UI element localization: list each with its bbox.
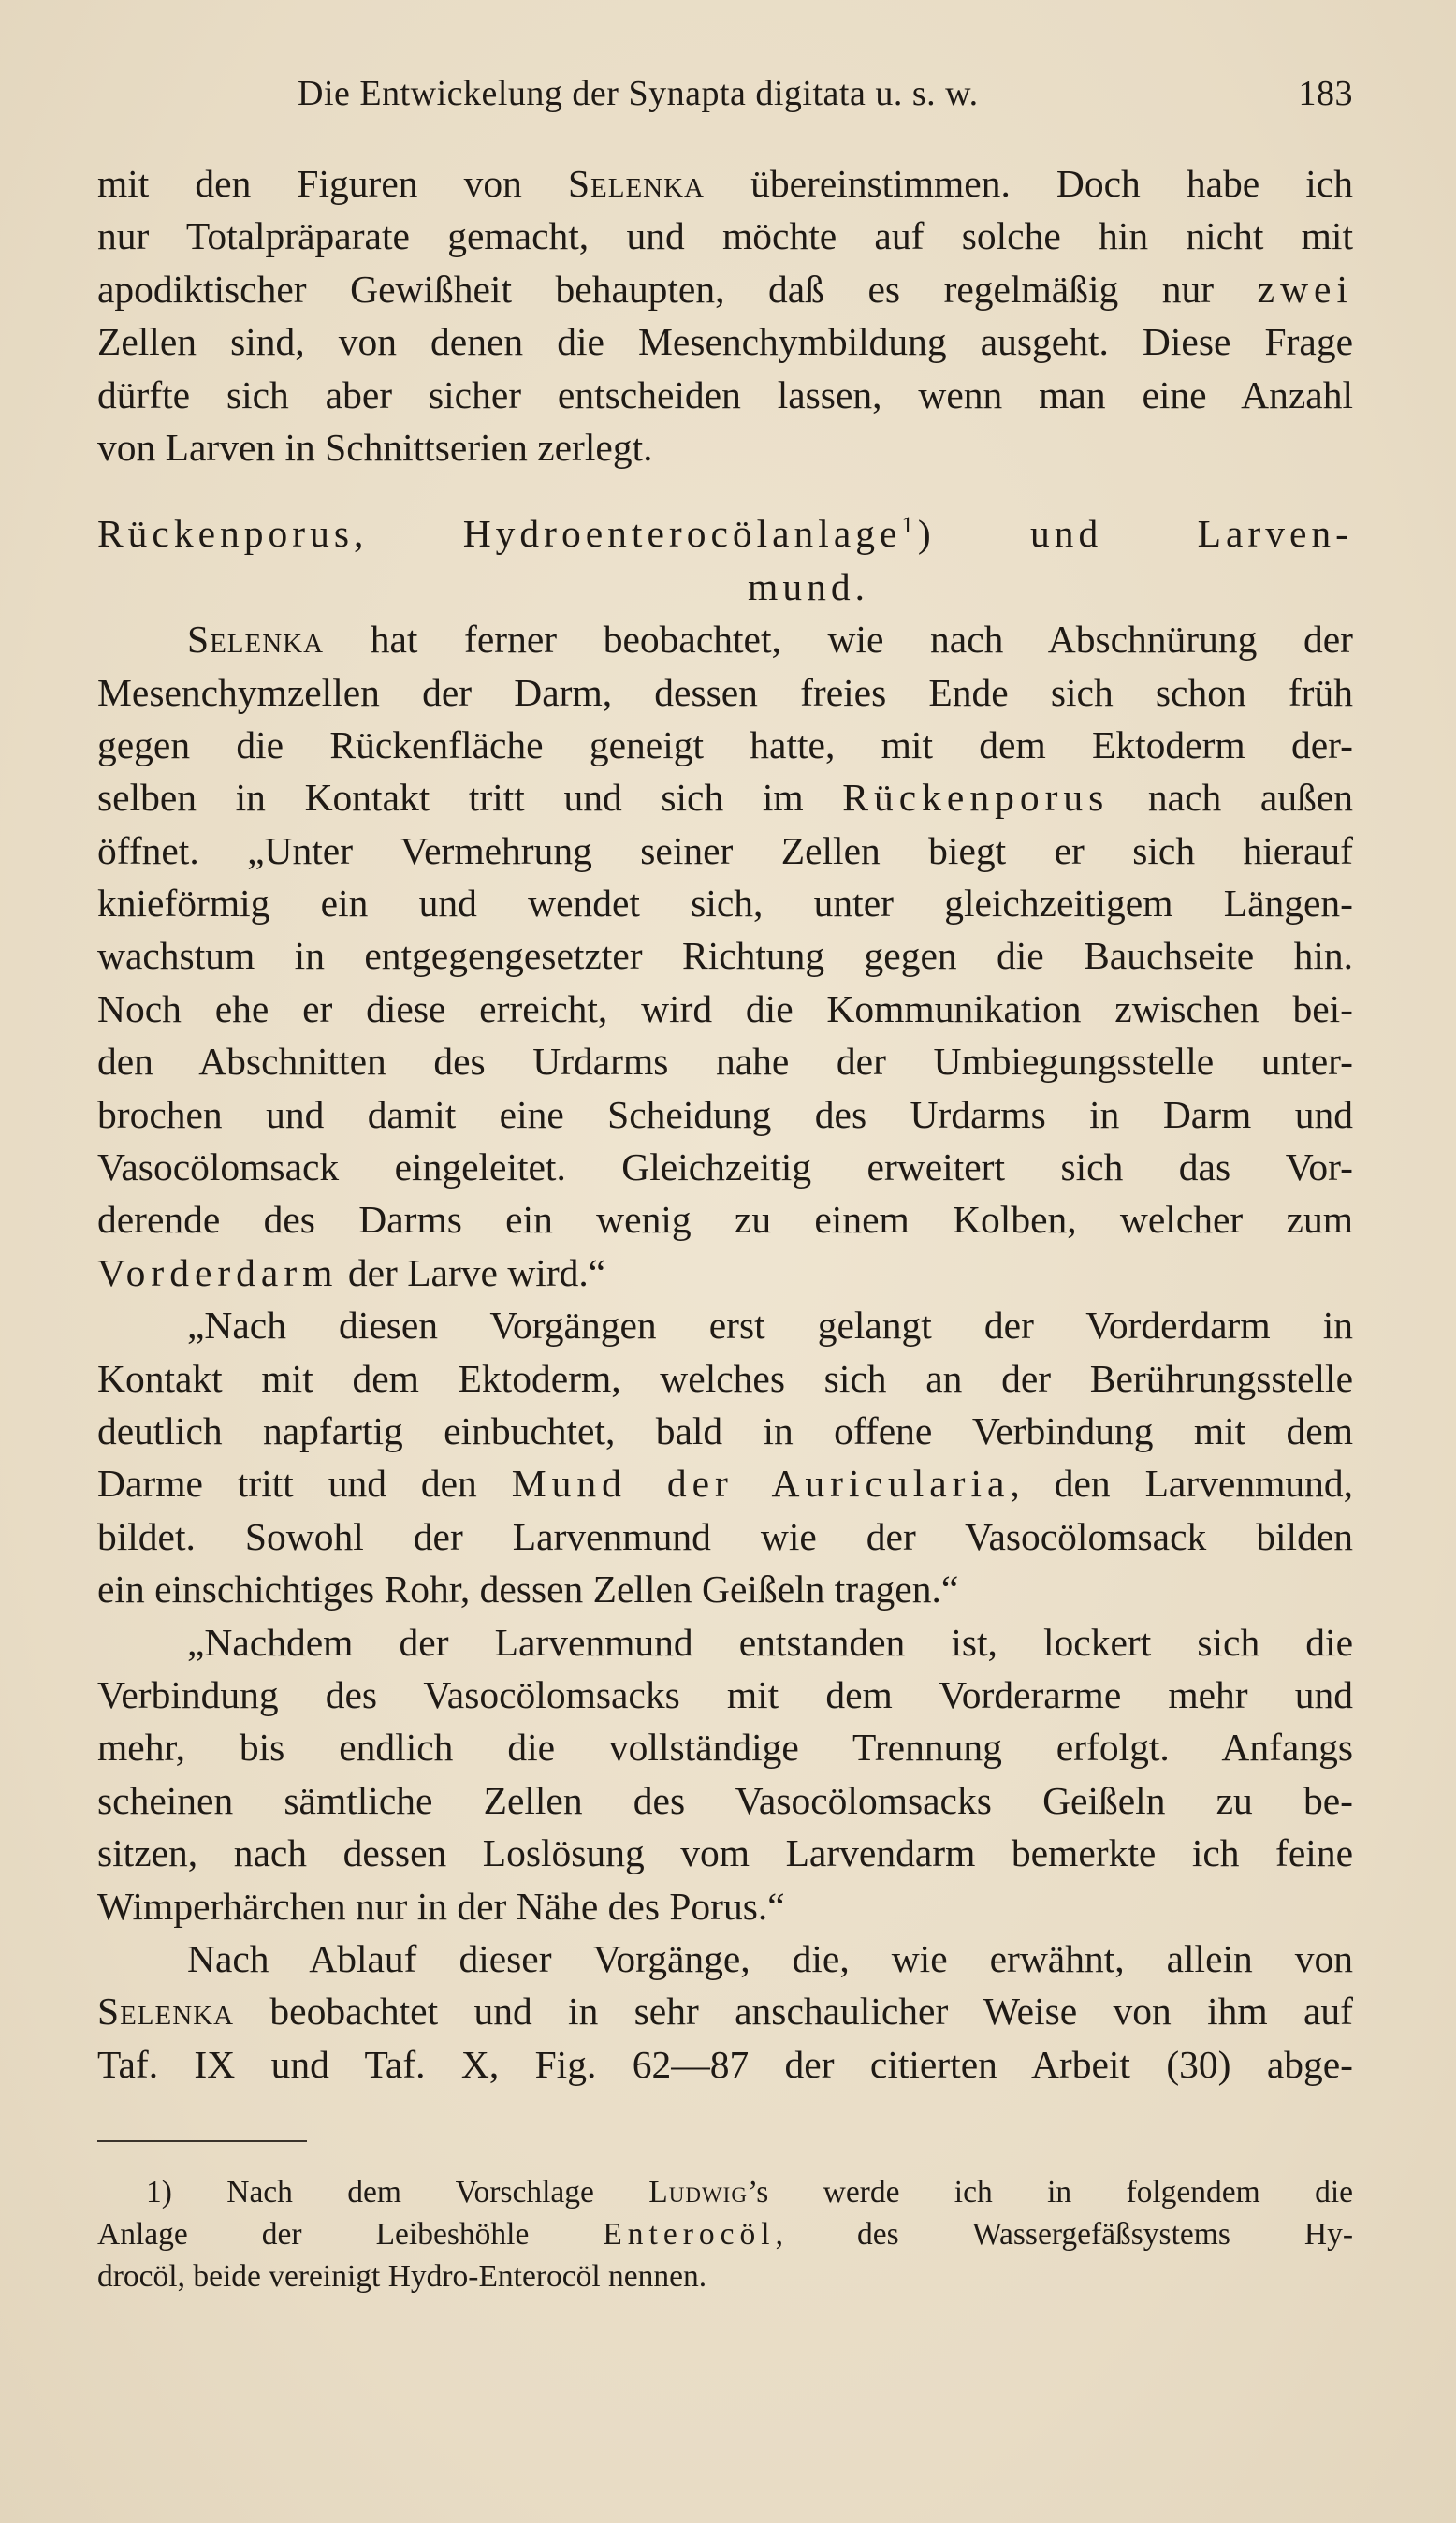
footnote-separator <box>97 2140 307 2142</box>
text-line: apodiktischer Gewißheit behaupten, daß es regelmäßig nur zwei <box>97 267 1353 311</box>
footnote-line: Anlage der Leibeshöhle Enterocöl, des Wassergefäßsystems Hy- <box>97 2217 1353 2252</box>
author-name: Selenka <box>187 618 325 662</box>
footnote-line: 1) Nach dem Vorschlage Ludwig’s werde ich in folgendem die <box>146 2175 1353 2209</box>
text-line: selben in Kontakt tritt und sich im Rückenporus nach außen <box>97 776 1353 820</box>
section-heading-cont: mund. <box>748 564 869 608</box>
footnote <box>97 2171 1353 2297</box>
text-line: Nach Ablauf dieser Vorgänge, die, wie erwähnt, allein von <box>187 1936 1353 1980</box>
text-line: wachstum in entgegengesetzter Richtung gegen die Bauchseite hin. <box>97 934 1353 978</box>
spaced-emphasis: Enterocöl <box>603 2217 776 2252</box>
text-line: Vorderdarm der Larve wird.“ <box>97 1250 606 1294</box>
text-line: derende des Darms ein wenig zu einem Kolben, welcher zum <box>97 1198 1353 1242</box>
text-line: mit den Figuren von Selenka übereinstimmen. Doch habe ich <box>97 162 1353 205</box>
text-line: den Abschnitten des Urdarms nahe der Umbiegungsstelle unter- <box>97 1040 1353 1084</box>
text-line: Kontakt mit dem Ektoderm, welches sich an der Berührungsstelle <box>97 1356 1353 1400</box>
text-line: nur Totalpräparate gemacht, und möchte auf solche hin nicht mit <box>97 214 1353 258</box>
text-line: bildet. Sowohl der Larvenmund wie der Vasocölomsack bilden <box>97 1514 1353 1558</box>
text-line: dürfte sich aber sicher entscheiden lassen, wenn man eine Anzahl <box>97 372 1353 416</box>
text-line: „Nachdem der Larvenmund entstanden ist, lockert sich die <box>187 1620 1353 1664</box>
running-head <box>97 73 1353 120</box>
text-line: mehr, bis endlich die vollständige Trennung erfolgt. Anfangs <box>97 1726 1353 1770</box>
text-line: sitzen, nach dessen Loslösung vom Larvendarm bemerkte ich feine <box>97 1831 1353 1875</box>
text-line: Mesenchymzellen der Darm, dessen freies Ende sich schon früh <box>97 670 1353 714</box>
spaced-emphasis: zwei <box>1257 267 1353 311</box>
footnote-ref: 1 <box>901 513 918 539</box>
footnote-line: drocöl, beide vereinigt Hydro-Enterocöl nennen. <box>97 2259 707 2294</box>
text-line: Verbindung des Vasocölomsacks mit dem Vorderarme mehr und <box>97 1672 1353 1716</box>
text-line: knieförmig ein und wendet sich, unter gleichzeitigem Längen- <box>97 882 1353 926</box>
main-text <box>97 157 1353 2091</box>
text-line: Taf. IX und Taf. X, Fig. 62—87 der citierten Arbeit (30) abge- <box>97 2042 1353 2086</box>
spaced-emphasis: Rückenporus <box>842 776 1110 820</box>
text-line: Vasocölomsack eingeleitet. Gleichzeitig erweitert sich das Vor- <box>97 1145 1353 1189</box>
running-title: Die Entwickelung der Synapta digitata u. s. w. <box>298 74 979 113</box>
author-name: Selenka <box>97 1990 235 2034</box>
text-line: scheinen sämtliche Zellen des Vasocölomsacks Geißeln zu be- <box>97 1778 1353 1822</box>
text-line: brochen und damit eine Scheidung des Urdarms in Darm und <box>97 1092 1353 1136</box>
spaced-emphasis: Mund der Auricularia <box>511 1462 1011 1506</box>
text-line: deutlich napfartig einbuchtet, bald in offene Verbindung mit dem <box>97 1408 1353 1452</box>
section-heading: Rückenporus, Hydroenterocölanlage$^1$) und Larven- <box>97 512 1353 556</box>
text-line: Selenka hat ferner beobachtet, wie nach Abschnürung der <box>187 618 1353 662</box>
text-line: „Nach diesen Vorgängen erst gelangt der Vorderdarm in <box>187 1304 1353 1348</box>
text-line: öffnet. „Unter Vermehrung seiner Zellen biegt er sich hierauf <box>97 828 1353 872</box>
text-line: von Larven in Schnittserien zerlegt. <box>97 425 653 469</box>
text-line: Darme tritt und den Mund der Auricularia, den Larvenmund, <box>97 1462 1353 1506</box>
text-line: Noch ehe er diese erreicht, wird die Kommunikation zwischen bei- <box>97 986 1353 1030</box>
author-name: Ludwig <box>648 2175 748 2209</box>
author-name: Selenka <box>567 162 705 205</box>
text-line: gegen die Rückenfläche geneigt hatte, mit dem Ektoderm der- <box>97 722 1353 766</box>
spaced-emphasis: Vorderdarm <box>97 1250 339 1294</box>
text-line: Selenka beobachtet und in sehr anschaulicher Weise von ihm auf <box>97 1990 1353 2034</box>
text-line: ein einschichtiges Rohr, dessen Zellen Geißeln tragen.“ <box>97 1568 959 1612</box>
text-line: Zellen sind, von denen die Mesenchymbildung ausgeht. Diese Frage <box>97 320 1353 364</box>
text-line: Wimperhärchen nur in der Nähe des Porus.“ <box>97 1884 785 1928</box>
page-number: 183 <box>1298 74 1353 113</box>
